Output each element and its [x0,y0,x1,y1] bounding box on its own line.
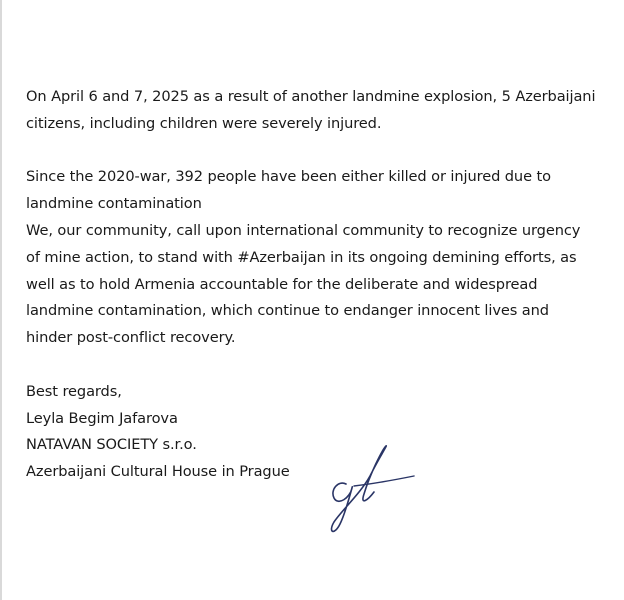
signature-stroke [354,476,414,486]
page-left-border [0,0,2,600]
blank-line [26,138,596,165]
signature-stroke [332,446,387,532]
signer-name: Leyla Begim Jafarova [26,409,178,427]
blank-line [26,352,596,379]
paragraph-incident: On April 6 and 7, 2025 as a result of another landmine explosion, 5 Azerbaijani citizens, including children were severely injured. [26,88,596,132]
closing-text: Best regards, [26,382,122,400]
letter-body [26,84,596,486]
paragraph-casualties: Since the 2020-war, 392 people have been either killed or injured due to landmine contamination [26,168,551,213]
handwritten-signature [324,440,420,540]
organization-subtitle: Azerbaijani Cultural House in Prague [26,463,290,481]
organization-name: NATAVAN SOCIETY s.r.o. [26,436,197,454]
paragraph-appeal: We, our community, call upon international community to recognize urgency of mine action, to stand with #Azerbaijan in its ongoing demining efforts, as well as to hold Armenia accountable for the deliberate and widespread landmine contamination, which continue to endanger innocent lives and hinder post-conflict recovery. [26,221,581,347]
